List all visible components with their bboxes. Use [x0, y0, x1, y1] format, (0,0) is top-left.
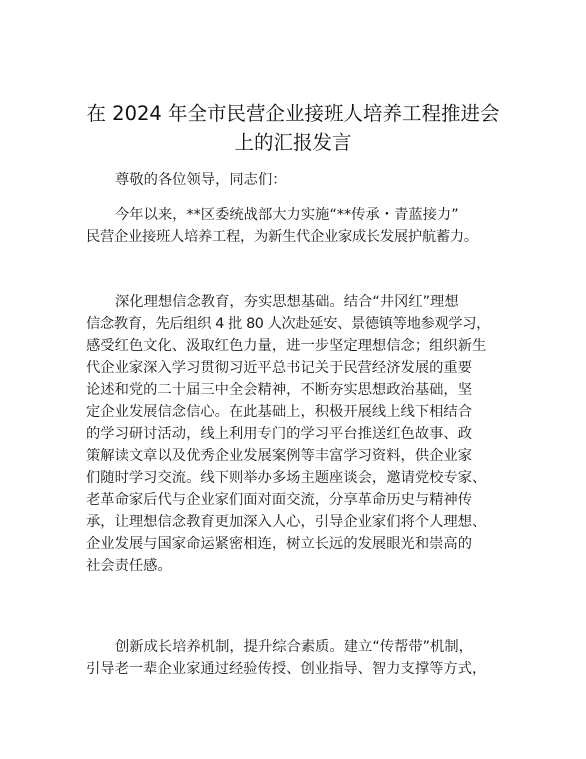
paragraph-line: 社会责任感。 [86, 558, 172, 574]
paragraph-line: 论述和党的二十届三中全会精神，不断夯实思想政治基础，坚 [86, 382, 473, 398]
title-line: 上的汇报发言 [234, 131, 352, 154]
paragraph-line: 的学习研讨活动，线上利用专门的学习平台推送红色故事、政 [86, 426, 473, 442]
paragraph-line: 策解读文章以及优秀企业发展案例等丰富学习资料，供企业家 [86, 448, 473, 464]
paragraph-line: 老革命家后代与企业家们面对面交流，分享革命历史与精神传 [86, 492, 473, 508]
title-line: 在 2024 年全市民营企业接班人培养工程推进会 [86, 102, 500, 125]
section-paragraph-ideals [86, 291, 516, 577]
document-title [60, 99, 526, 157]
salutation [86, 169, 516, 191]
paragraph-line: 信念教育，先后组织 4 批 80 人次赴延安、景德镇等地参观学习， [86, 316, 490, 332]
paragraph-line: 民营企业接班人培养工程，为新生代企业家成长发展护航蓄力。 [86, 229, 478, 245]
paragraph-line: 们随时学习交流。线下则举办多场主题座谈会，邀请党校专家、 [86, 470, 487, 486]
paragraph-line: 承，让理想信念教育更加深入人心，引导企业家们将个人理想、 [86, 514, 487, 530]
paragraph-line: 感受红色文化、汲取红色力量，进一步坚定理想信念；组织新生 [86, 338, 487, 354]
paragraph-line: 引导老一辈企业家通过经验传授、创业指导、智力支撑等方式， [86, 661, 487, 677]
paragraph-line: 企业发展与国家命运紧密相连，树立长远的发展眼光和崇高的 [86, 536, 473, 552]
paragraph-line: 今年以来，**区委统战部大力实施“**传承・青蓝接力” [115, 207, 459, 223]
paragraph-line: 深化理想信念教育，夯实思想基础。结合“井冈红”理想 [115, 294, 459, 310]
section-paragraph-training [86, 636, 516, 680]
paragraph-line: 创新成长培养机制，提升综合素质。建立“传帮带”机制， [115, 639, 473, 655]
intro-paragraph [86, 204, 516, 248]
salutation-text: 尊敬的各位领导，同志们： [115, 172, 287, 188]
paragraph-line: 定企业发展信念信心。在此基础上，积极开展线上线下相结合 [86, 404, 473, 420]
paragraph-line: 代企业家深入学习贯彻习近平总书记关于民营经济发展的重要 [86, 360, 473, 376]
